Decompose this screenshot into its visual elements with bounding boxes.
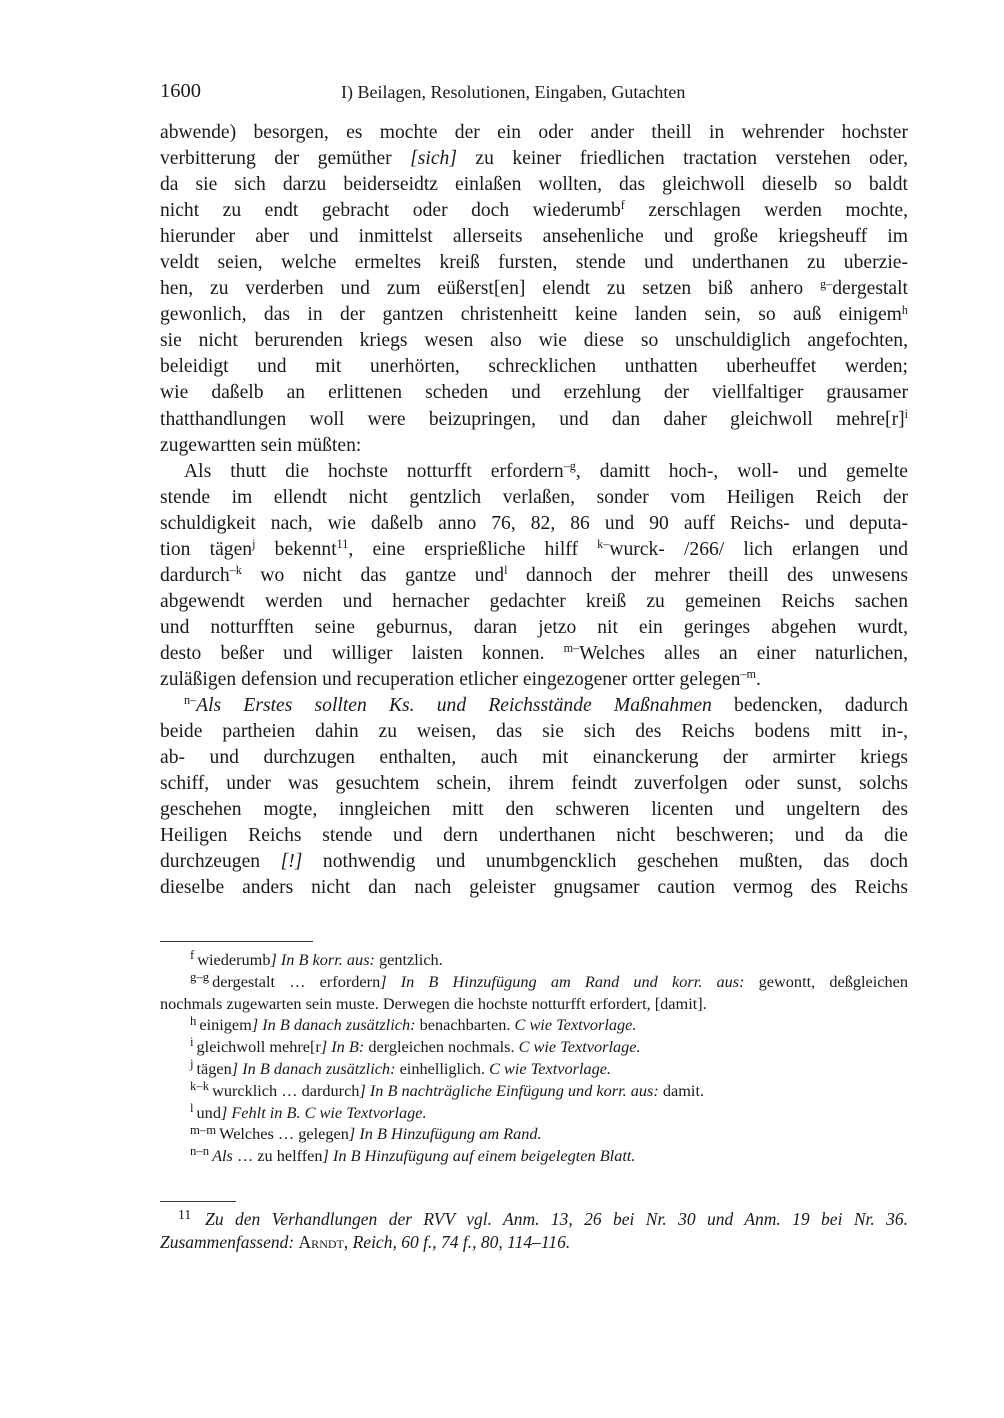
apparatus-entry bbox=[160, 971, 908, 993]
text-run: dergestalt bbox=[832, 278, 908, 300]
text-line bbox=[160, 354, 908, 380]
note-marker: m– bbox=[563, 641, 580, 656]
text-run: einigem bbox=[199, 1015, 252, 1035]
text-run: tägen bbox=[196, 1058, 232, 1078]
note-marker: –k bbox=[229, 563, 242, 578]
apparatus-marker: k–k bbox=[190, 1079, 210, 1094]
critical-apparatus bbox=[160, 949, 908, 1167]
text-run: wurcklich … dardurch bbox=[212, 1080, 360, 1100]
text-run: gleichwoll mehre[r bbox=[196, 1037, 321, 1057]
text-run: dardurch bbox=[160, 564, 230, 586]
text-line bbox=[160, 745, 908, 771]
text-run: tion tägen bbox=[160, 538, 253, 560]
text-run: Reich, 60 f., 74 f., 80, 114–116. bbox=[352, 1231, 571, 1252]
text-run: gewonlich, das in der gantzen christenheitt keine landen sein, so auß einigem bbox=[160, 304, 902, 326]
text-run: zu keiner friedlichen tractation verstehen oder, bbox=[456, 148, 908, 170]
text-run: abgewendt werden und hernacher gedachter kreiß zu gemeinen Reichs sachen bbox=[160, 590, 908, 612]
text-run: hen, zu verderben und zum eüßerst[en] elendt zu setzen biß anhero bbox=[160, 278, 821, 300]
text-run: bedencken, dadurch bbox=[711, 695, 908, 717]
text-run: dieselbe anders nicht dan nach geleister gnugsamer caution vermog des Reichs bbox=[160, 877, 908, 899]
text-run: Zu den Verhandlungen der RVV vgl. Anm. 13, 26 bei Nr. 30 und Anm. 19 bei Nr. 36. bbox=[205, 1209, 908, 1229]
footnotes bbox=[160, 1208, 908, 1253]
text-run: [sich] bbox=[410, 148, 457, 170]
text-run: da sie sich darzu beiderseidtz einlaßen wollten, das gleichwoll dieselb so baldt bbox=[160, 174, 908, 196]
note-marker: i bbox=[904, 406, 908, 421]
note-marker: 11 bbox=[336, 537, 349, 552]
text-line bbox=[160, 511, 908, 537]
text-run: Als bbox=[212, 1146, 233, 1166]
text-run: Heiligen Reichs stende und dern underthanen nicht beschweren; und da die bbox=[160, 825, 908, 847]
text-run: hierunder aber und inmittelst allerseits ansehenliche und große kriegsheuff im bbox=[160, 226, 908, 248]
text-run: , damitt hoch-, woll- und gemelte bbox=[575, 460, 908, 482]
text-line bbox=[160, 615, 908, 641]
text-run: nicht zu endt gebracht oder doch wiederumb bbox=[160, 200, 621, 222]
text-line bbox=[160, 459, 908, 485]
text-run: ] In B nachträgliche Einfügung und korr. aus: bbox=[359, 1080, 659, 1100]
text-run: durchzeugen bbox=[160, 851, 281, 873]
text-run: bekennt bbox=[255, 538, 337, 560]
apparatus-entry bbox=[160, 1080, 908, 1102]
text-line bbox=[160, 797, 908, 823]
text-run: abwende) besorgen, es mochte der ein oder ander theill in wehrender hochster bbox=[160, 122, 908, 143]
text-run: thatthandlungen woll were beizupringen, und dan daher gleichwoll mehre[r] bbox=[160, 408, 905, 430]
text-line bbox=[160, 771, 908, 797]
apparatus-marker: h bbox=[190, 1013, 197, 1028]
text-line bbox=[160, 250, 908, 276]
text-line bbox=[160, 563, 908, 589]
text-run: nochmals zugewarten sein muste. Derwegen die hochste notturfft erfordert, [damit]. bbox=[160, 993, 707, 1013]
text-line bbox=[160, 146, 908, 172]
text-line bbox=[160, 849, 908, 875]
text-line bbox=[160, 172, 908, 198]
note-marker: –g bbox=[563, 458, 576, 473]
text-line bbox=[160, 589, 908, 615]
apparatus-entry bbox=[160, 1102, 908, 1124]
text-run: ] In B Hinzufügung auf einem beigelegten Blatt. bbox=[322, 1146, 636, 1166]
note-marker: –m bbox=[740, 667, 756, 682]
text-run: Als Erstes sollten Ks. und Reichsstände Maßnahmen bbox=[196, 695, 712, 717]
note-marker: j bbox=[252, 537, 256, 552]
text-line bbox=[160, 485, 908, 511]
main-text bbox=[160, 120, 908, 901]
text-run: und bbox=[196, 1102, 221, 1122]
text-run: wiederumb bbox=[197, 950, 271, 969]
text-run: benachbarten. bbox=[415, 1015, 515, 1035]
apparatus-marker: f bbox=[190, 948, 195, 963]
text-run: wo nicht das gantze und bbox=[241, 564, 505, 586]
text-run: stende im ellendt nicht gentzlich verlaßen, sonder vom Heiligen Reich der bbox=[160, 486, 908, 508]
text-run: C wie Textvorlage. bbox=[489, 1058, 612, 1078]
note-marker: f bbox=[620, 198, 625, 213]
text-run: Welches alles an einer naturlichen, bbox=[579, 642, 908, 664]
text-line bbox=[160, 198, 908, 224]
text-run: einhelliglich. bbox=[395, 1058, 490, 1078]
apparatus-marker: m–m bbox=[190, 1122, 217, 1137]
text-run: wurck- /266/ lich erlangen und bbox=[609, 538, 908, 560]
apparatus-marker: i bbox=[190, 1035, 194, 1050]
text-run: gentzlich. bbox=[374, 950, 443, 969]
text-run: schuldigkeit nach, wie daßelb anno 76, 82, 86 und 90 auff Reichs- und deputa- bbox=[160, 512, 908, 534]
apparatus-marker: l bbox=[190, 1100, 194, 1115]
text-run: dannoch der mehrer theill des unwesens bbox=[507, 564, 908, 586]
text-run: beide partheien dahin zu weisen, das sie sich des Reichs bodens mitt in-, bbox=[160, 721, 908, 743]
text-line bbox=[160, 407, 908, 433]
text-run: veldt seien, welche ermeltes kreiß fursten, stende und underthanen zu uberzie- bbox=[160, 252, 908, 274]
text-run: C wie Textvorlage. bbox=[514, 1015, 637, 1035]
text-run: nothwendig und unumbgencklich geschehen mußten, das doch bbox=[302, 851, 909, 873]
text-run: beleidigt und mit unerhörten, schrecklichen unthatten uberheuffet werden; bbox=[160, 356, 908, 378]
text-run: zuläßigen defension und recuperation etlicher eingezogener ortter gelegen bbox=[160, 668, 741, 690]
text-run: verbitterung der gemüther bbox=[160, 148, 411, 170]
apparatus-marker: g–g bbox=[190, 970, 210, 985]
text-run: dergestalt … erfordern bbox=[212, 971, 381, 991]
text-run: , eine ersprießliche hilff bbox=[348, 538, 598, 560]
apparatus-entry bbox=[160, 993, 908, 1015]
text-run: Als thutt die hochste notturfft erfordern bbox=[184, 460, 564, 482]
text-run: ] In B danach zusätzlich: bbox=[231, 1058, 396, 1078]
apparatus-marker: n–n bbox=[190, 1144, 210, 1159]
apparatus-entry bbox=[160, 1123, 908, 1145]
apparatus-entry bbox=[160, 1014, 908, 1036]
note-marker: k– bbox=[597, 537, 610, 552]
text-line bbox=[160, 641, 908, 667]
apparatus-entry bbox=[160, 1058, 908, 1080]
text-run: ab- und durchzugen enthalten, auch mit einanckerung der armirter kriegs bbox=[160, 747, 908, 769]
text-run: ] In B danach zusätzlich: bbox=[251, 1015, 416, 1035]
text-run: . bbox=[755, 668, 761, 690]
note-marker: h bbox=[901, 302, 908, 317]
text-run: , bbox=[343, 1231, 353, 1252]
footnote-number: 11 bbox=[178, 1206, 192, 1222]
running-title: I) Beilagen, Resolutionen, Eingaben, Gutachten bbox=[341, 82, 686, 102]
apparatus-entry bbox=[160, 949, 908, 971]
text-line bbox=[160, 224, 908, 250]
footnote-entry bbox=[160, 1208, 908, 1231]
text-line bbox=[160, 380, 908, 406]
text-run: und notturfften seine geburnus, daran jetzo nit ein geringes abgehen wurdt, bbox=[160, 616, 908, 638]
running-head bbox=[160, 80, 908, 106]
text-run: ] In B korr. aus: bbox=[270, 950, 375, 969]
text-line bbox=[160, 120, 908, 146]
text-line bbox=[160, 667, 908, 693]
text-run: ] In B Hinzufügung am Rand und korr. aus: bbox=[380, 971, 745, 991]
apparatus-marker: j bbox=[190, 1057, 194, 1072]
text-run: geschehen mogte, inngleichen mitt den schweren licenten und ungeltern des bbox=[160, 799, 908, 821]
text-run: zerschlagen werden mochte, bbox=[624, 200, 908, 222]
text-line bbox=[160, 719, 908, 745]
text-run: Zusammenfassend: bbox=[160, 1231, 295, 1252]
text-run: damit. bbox=[658, 1080, 705, 1100]
footnote-entry bbox=[160, 1231, 908, 1254]
text-run: desto beßer und williger laisten konnen. bbox=[160, 642, 564, 664]
text-run: C wie Textvorlage. bbox=[518, 1037, 641, 1057]
text-run: ] In B Hinzufügung am Rand. bbox=[348, 1124, 542, 1144]
text-run: ] Fehlt in B. C wie Textvorlage. bbox=[220, 1102, 427, 1122]
apparatus-entry bbox=[160, 1036, 908, 1058]
page-number: 1600 bbox=[160, 80, 201, 102]
text-line bbox=[160, 302, 908, 328]
note-marker: g– bbox=[820, 276, 833, 291]
text-run: Welches … gelegen bbox=[219, 1124, 349, 1144]
text-line bbox=[160, 875, 908, 901]
text-run: zugewartten sein müßten: bbox=[160, 434, 362, 456]
text-line bbox=[160, 537, 908, 563]
apparatus-entry bbox=[160, 1145, 908, 1167]
text-run: gewontt, deßgleichen bbox=[744, 971, 908, 991]
text-run: Arndt bbox=[298, 1231, 344, 1252]
footnote-separator-rule bbox=[160, 1201, 236, 1202]
apparatus-separator-rule bbox=[160, 941, 313, 942]
text-line bbox=[160, 433, 908, 459]
text-run: [!] bbox=[280, 851, 303, 873]
text-run: dergleichen nochmals. bbox=[364, 1037, 519, 1057]
text-line bbox=[160, 276, 908, 302]
text-run: wie daßelb an erlittenen scheden und erzehlung der viellfaltiger grausamer bbox=[160, 382, 908, 404]
text-line bbox=[160, 823, 908, 849]
text-run: sie nicht berurenden kriegs wesen also wie diese so unschuldiglich angefochten, bbox=[160, 330, 908, 352]
text-line bbox=[160, 693, 908, 719]
text-run: … zu helffen bbox=[232, 1146, 323, 1166]
text-line bbox=[160, 328, 908, 354]
note-marker: l bbox=[504, 563, 508, 578]
text-run: schiff, under was gesuchtem schein, ihrem feindt zuverfolgen oder sunst, solchs bbox=[160, 773, 908, 795]
note-marker: n– bbox=[184, 693, 197, 708]
text-run: ] In B: bbox=[320, 1037, 365, 1057]
